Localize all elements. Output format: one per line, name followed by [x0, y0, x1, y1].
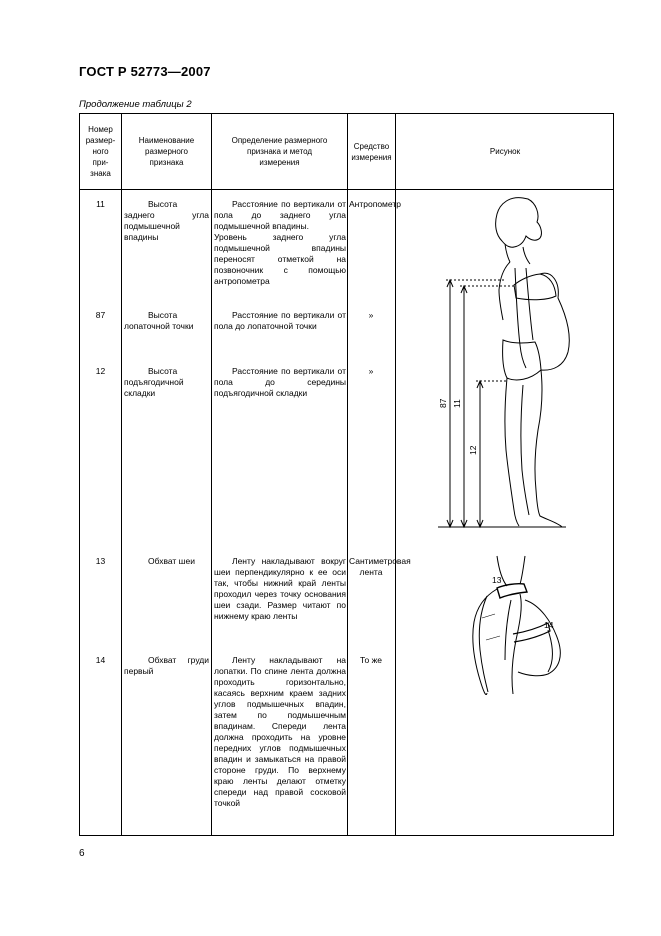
row-name: Высота подъягодичной складки	[124, 366, 184, 398]
row-tool: Антропометр	[349, 199, 401, 209]
table-continuation-caption: Продолжение таблицы 2	[79, 99, 192, 110]
row-name: Обхват груди первый	[124, 655, 209, 676]
measurement-table	[79, 113, 614, 836]
column-header-figure: Рисунок	[489, 147, 521, 156]
row-tool: Сантиметровая лента	[349, 556, 411, 577]
row-name: Высота лопаточной точки	[124, 310, 194, 331]
document-header: ГОСТ Р 52773—2007	[79, 64, 211, 79]
column-divider	[121, 114, 122, 835]
row-definition: Ленту накладывают вокруг шеи перпендикулярно к ее оси так, чтобы нижний край ленты проходил через точку основания шеи сзади. Размер читают по нижнему краю ленты	[214, 556, 346, 621]
row-definition: Расстояние по вертикали от пола до лопаточной точки	[214, 310, 346, 331]
row-number: 14	[95, 655, 106, 665]
label-87: 87	[438, 398, 448, 408]
column-header-tool: Средство измерения	[351, 141, 392, 162]
page-number: 6	[79, 848, 85, 859]
column-header-name: Наименование размерного признака	[138, 136, 195, 167]
column-header-number: Номер размер- ного при- знака	[85, 125, 116, 178]
row-number: 87	[95, 310, 106, 320]
label-13: 13	[492, 575, 502, 585]
row-number: 12	[95, 366, 106, 376]
column-header-definition: Определение размерного признака и метод измерения	[231, 136, 328, 167]
row-number: 13	[95, 556, 106, 566]
row-tool: »	[368, 310, 374, 320]
row-tool: То же	[359, 655, 383, 665]
row-name: Обхват шеи	[148, 556, 195, 566]
label-12: 12	[468, 445, 478, 455]
row-tool: »	[368, 366, 374, 376]
column-divider	[347, 114, 348, 835]
row-number: 11	[96, 199, 105, 209]
row-definition: Ленту накладывают на лопатки. По спине лента должна проходить горизонтально, касаясь верхним краем задних углов подмышечных впадин, затем по подмышечным впадинам. Спереди лента должна проходить на уровне передних углов подмышечных впадин и замыкаться на правой стороне груди. По верхнему краю ленты делают отметку спереди над правой сосковой точкой	[214, 655, 346, 808]
label-14: 14	[544, 620, 554, 630]
header-divider	[80, 189, 613, 190]
column-divider	[395, 114, 396, 835]
label-11: 11	[452, 399, 462, 408]
column-divider	[211, 114, 212, 835]
row-name: Высота заднего угла подмышечной впадины	[124, 199, 209, 242]
row-definition: Расстояние по вертикали от пола до середины подъягодичной складки	[214, 366, 346, 398]
row-definition: Расстояние по вертикали от пола до заднего угла подмышечной впадины. Уровень заднего угла подмышечной впадины переносят отметкой на позвоночник с помощью антропометра	[214, 199, 346, 286]
